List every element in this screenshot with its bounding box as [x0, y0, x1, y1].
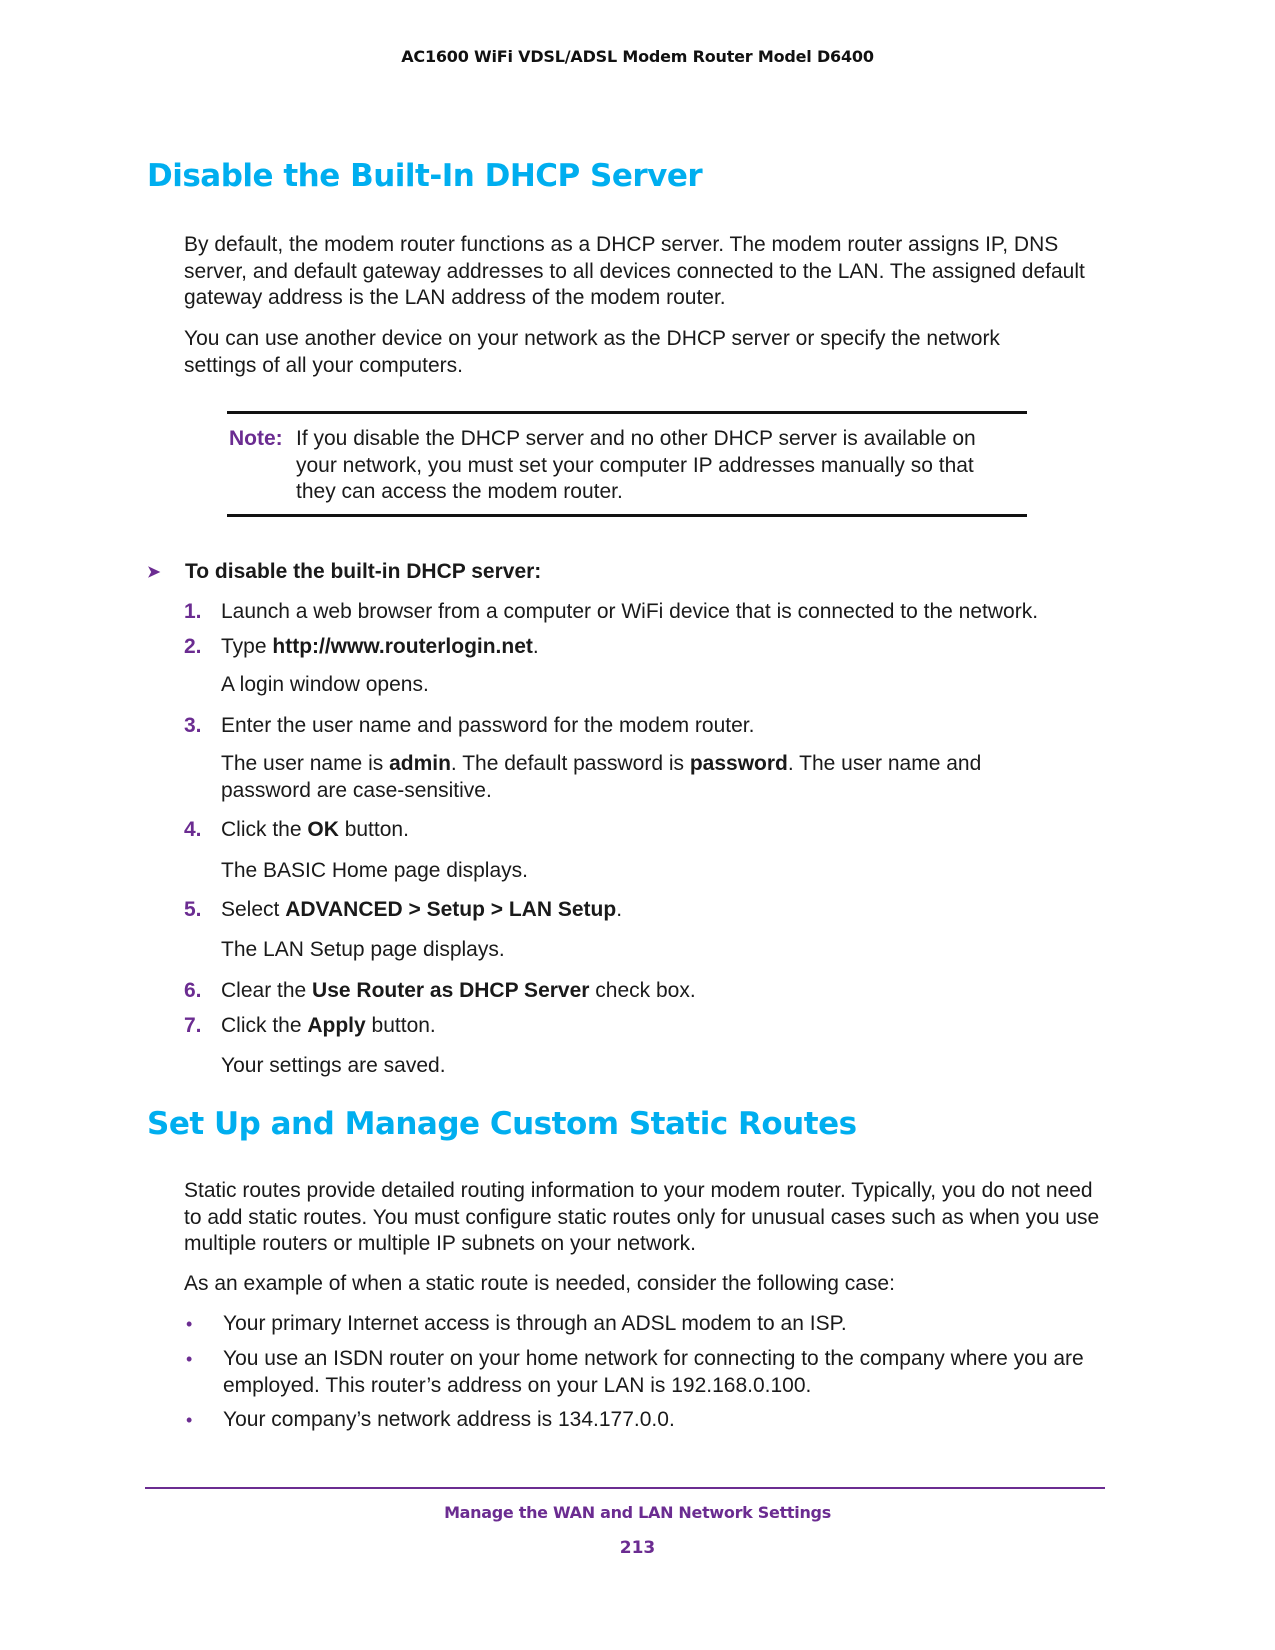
- bullet-icon: •: [186, 1410, 193, 1430]
- paragraph: Static routes provide detailed routing information to your modem router. Typically, you do not need to add static routes. You must configure static routes only for unusual cases such as when you use multiple routers or multiple IP subnets on your network.: [184, 1179, 1100, 1255]
- step-7-result: Your settings are saved.: [221, 1054, 446, 1077]
- procedure-title: To disable the built-in DHCP server:: [185, 560, 542, 583]
- paragraph-alt-dhcp: [184, 326, 1064, 379]
- bullet-text: Your primary Internet access is through an ADSL modem to an ISP.: [223, 1312, 847, 1335]
- bullet-item: [184, 1407, 1104, 1434]
- step-number: 4.: [184, 818, 202, 841]
- step-2-result: A login window opens.: [221, 673, 429, 696]
- step-5-result: The LAN Setup page displays.: [221, 938, 505, 961]
- step-number: 2.: [184, 635, 202, 658]
- step-number: 7.: [184, 1014, 202, 1037]
- intro-paragraph: [184, 232, 1104, 312]
- static-routes-intro: [184, 1178, 1104, 1258]
- step-number: 1.: [184, 600, 202, 623]
- step-text: Click the OK button.: [221, 818, 409, 841]
- procedure-heading: [147, 560, 541, 584]
- step-6: [184, 979, 696, 1003]
- step-1: [184, 600, 1038, 624]
- bullet-text: Your company’s network address is 134.177.0.0.: [223, 1408, 675, 1431]
- step-number: 3.: [184, 714, 202, 737]
- paragraph: You can use another device on your network as the DHCP server or specify the network settings of all your computers.: [184, 327, 1000, 377]
- step-text: Click the Apply button.: [221, 1014, 436, 1037]
- step-4-result: The BASIC Home page displays.: [221, 859, 528, 882]
- paragraph: As an example of when a static route is needed, consider the following case:: [184, 1272, 895, 1295]
- step-4: [184, 818, 409, 842]
- page-number: 213: [619, 1538, 656, 1558]
- step-3-result: The user name is admin. The default password is password. The user name and password are case-sensitive.: [221, 752, 982, 802]
- note-label: Note:: [229, 427, 283, 450]
- step-text: Type http://www.routerlogin.net.: [221, 635, 539, 658]
- footer-chapter-title: Manage the WAN and LAN Network Settings: [444, 1503, 831, 1522]
- note-bottom-rule: [227, 514, 1027, 517]
- step-5: [184, 898, 622, 922]
- bullet-icon: •: [186, 1349, 193, 1369]
- note-text: If you disable the DHCP server and no other DHCP server is available on your network, you must set your computer IP addresses manually so that they can access the modem router.: [296, 427, 976, 503]
- bullet-item: [184, 1346, 1094, 1399]
- section-heading-static-routes: Set Up and Manage Custom Static Routes: [147, 1106, 857, 1142]
- running-header: AC1600 WiFi VDSL/ADSL Modem Router Model D6400: [401, 47, 874, 66]
- step-text: Launch a web browser from a computer or WiFi device that is connected to the network.: [221, 600, 1039, 623]
- step-text: Select ADVANCED > Setup > LAN Setup.: [221, 898, 623, 921]
- section-heading-dhcp: Disable the Built-In DHCP Server: [147, 158, 703, 194]
- note-box: [229, 426, 1029, 506]
- example-paragraph: [184, 1271, 1104, 1298]
- step-number: 5.: [184, 898, 202, 921]
- procedure-arrow-icon: ➤: [147, 564, 161, 581]
- bullet-icon: •: [186, 1314, 193, 1334]
- step-7: [184, 1014, 436, 1038]
- step-3: [184, 714, 754, 738]
- note-top-rule: [227, 411, 1027, 414]
- step-text: Clear the Use Router as DHCP Server check box.: [221, 979, 696, 1002]
- bullet-item: [184, 1311, 1104, 1338]
- step-text: Enter the user name and password for the modem router.: [221, 714, 755, 737]
- paragraph: By default, the modem router functions as a DHCP server. The modem router assigns IP, DNS server, and default gateway addresses to all devices connected to the LAN. The assigned default gateway address is the LAN address of the modem router.: [184, 233, 1085, 309]
- step-2: [184, 635, 539, 659]
- url-link: http://www.routerlogin.net: [272, 635, 533, 658]
- bullet-text: You use an ISDN router on your home network for connecting to the company where you are employed. This router’s address on your LAN is 192.168.0.100.: [223, 1347, 1084, 1397]
- footer-rule: [145, 1487, 1105, 1489]
- step-number: 6.: [184, 979, 202, 1002]
